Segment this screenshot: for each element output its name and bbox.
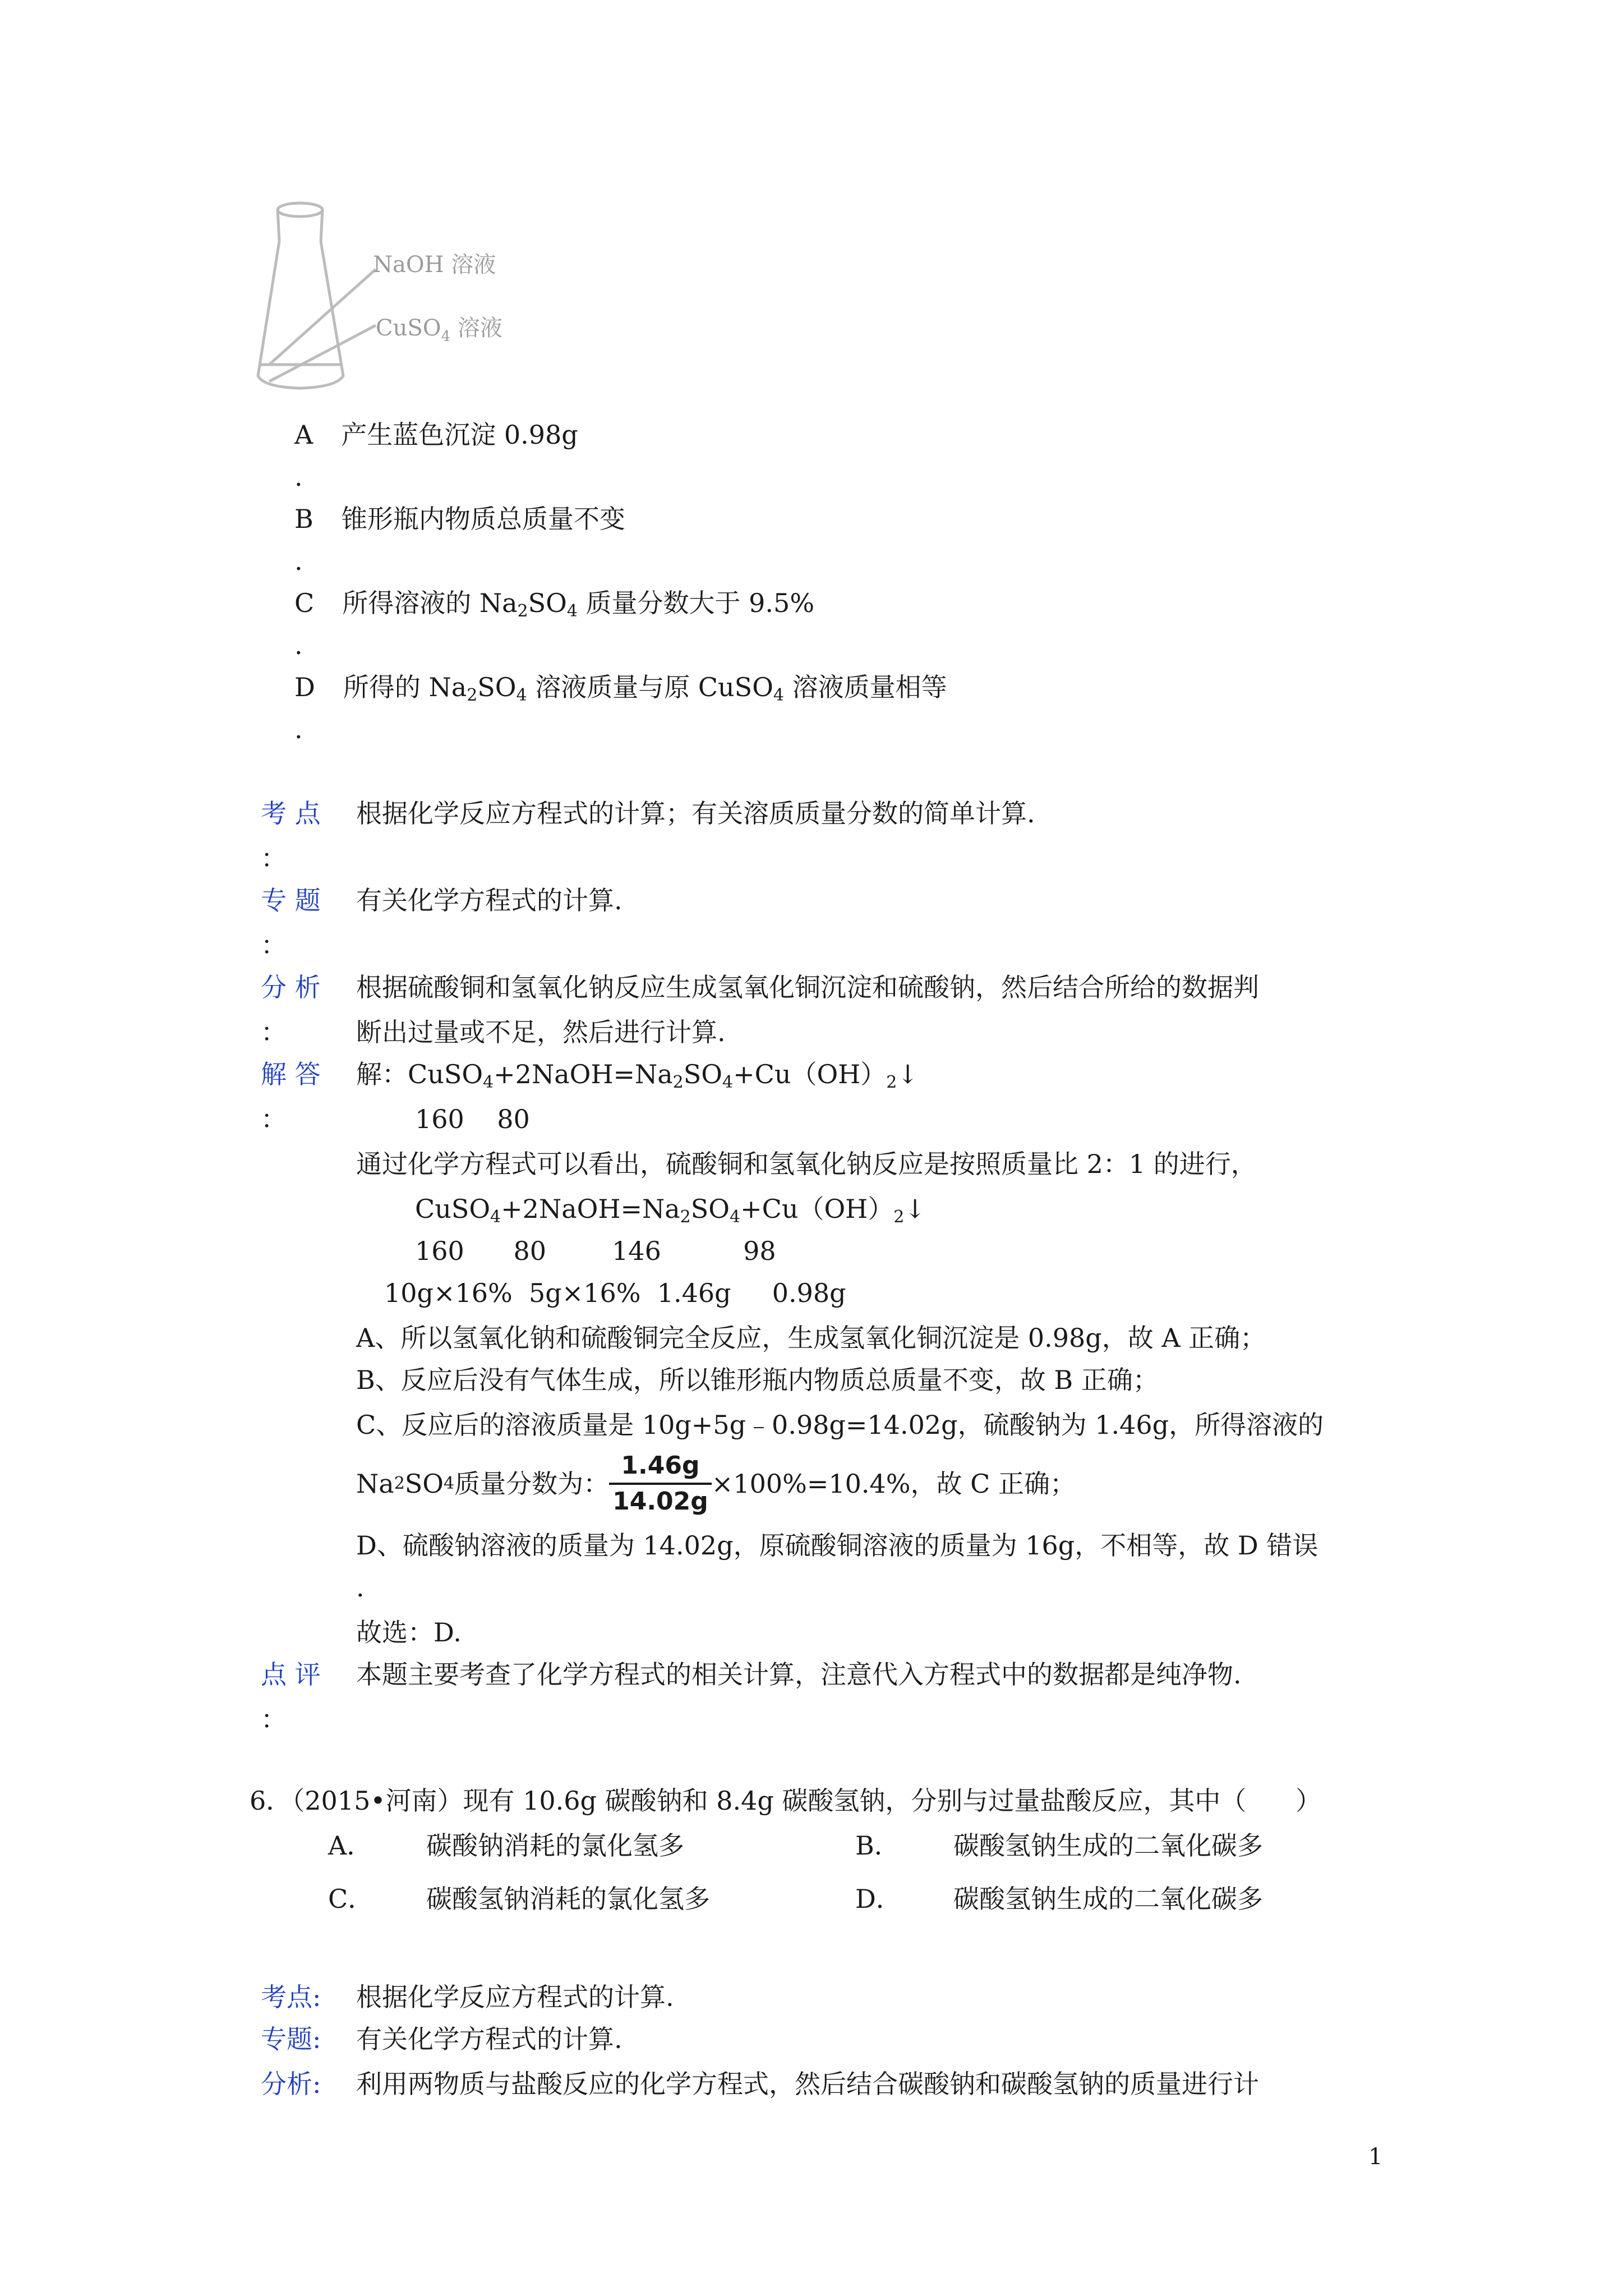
equation-2-masses: 160 80 146 98: [415, 1236, 776, 1266]
fraction: $\frac{1.46g}{14.02g}$: [609, 1451, 712, 1516]
line-d-dot: .: [356, 1572, 365, 1603]
option-dot: .: [294, 630, 303, 660]
q6-option-a-text: 碳酸钠消耗的氯化氢多: [426, 1830, 684, 1861]
option-c: C 所得溶液的 $Na_2SO_4$ 质量分数大于 9.5%: [294, 588, 815, 621]
option-dot: .: [294, 462, 303, 492]
q6-stem: 6．（2015•河南）现有 10.6g 碳酸钠和 8.4g 碳酸氢钠，分别与过量盐酸反应，其中（ ）: [250, 1786, 1322, 1816]
jieda-label: 解 答: [261, 1059, 321, 1089]
q6-option-b-letter: B．: [855, 1830, 900, 1861]
q6-option-d-letter: D．: [855, 1884, 902, 1914]
fenxi-line2: 断出过量或不足，然后进行计算.: [356, 1017, 726, 1047]
dianping-text: 本题主要考查了化学方程式的相关计算，注意代入方程式中的数据都是纯净物.: [356, 1659, 1242, 1690]
colon: ：: [261, 843, 287, 873]
q6-option-d-text: 碳酸氢钠生成的二氧化碳多: [953, 1884, 1263, 1914]
fenxi-line1: 根据硫酸铜和氢氧化钠反应生成氢氧化铜沉淀和硫酸钠，然后结合所给的数据判: [356, 972, 1259, 1002]
colon: ：: [261, 1704, 287, 1734]
q6-option-c-letter: C．: [328, 1884, 374, 1914]
q6-kaodian-label: 考点:: [261, 1982, 321, 2012]
line-c: C、反应后的溶液质量是 10g+5g﹣0.98g=14.02g，硫酸钠为 1.46g，所得溶液的: [356, 1410, 1324, 1440]
option-a: A 产生蓝色沉淀 0.98g: [294, 420, 578, 450]
q6-option-a-letter: A．: [328, 1830, 373, 1861]
line-a: A、所以氢氧化钠和硫酸铜完全反应，生成氢氧化铜沉淀是 0.98g，故 A 正确；: [356, 1323, 1266, 1353]
kaodian-label: 考 点: [261, 798, 321, 829]
flask-figure: [247, 196, 538, 409]
q6-fenxi-text: 利用两物质与盐酸反应的化学方程式，然后结合碳酸钠和碳酸氢钠的质量进行计: [356, 2069, 1259, 2099]
zhuanti-text: 有关化学方程式的计算.: [356, 885, 623, 915]
colon: ：: [261, 1017, 287, 1047]
q6-option-c-text: 碳酸氢钠消耗的氯化氢多: [426, 1884, 710, 1914]
colon: ：: [261, 1104, 287, 1134]
answer: 故选：D.: [356, 1617, 462, 1648]
dianping-label: 点 评: [261, 1659, 321, 1690]
line-b: B、反应后没有气体生成，所以锥形瓶内物质总质量不变，故 B 正确；: [356, 1365, 1159, 1395]
option-dot: .: [294, 714, 303, 744]
colon: ：: [261, 930, 287, 960]
equation-1-masses: 160 80: [415, 1104, 530, 1134]
kaodian-text: 根据化学反应方程式的计算；有关溶质质量分数的简单计算.: [356, 798, 1035, 829]
q6-fenxi-label: 分析:: [261, 2069, 321, 2099]
ratio-line: 通过化学方程式可以看出，硫酸铜和氢氧化钠反应是按照质量比 2：1 的进行，: [356, 1149, 1257, 1179]
q6-kaodian-text: 根据化学反应方程式的计算.: [356, 1982, 674, 2012]
line-c-fraction: Na 2 SO 4 质量分数为： $\frac{1.46g}{14.02g}$ ×100%=10.4%，故 C 正确；: [356, 1451, 1076, 1516]
equation-2: $CuSO_4+2NaOH=Na_2SO_4+Cu(OH)_2↓$: [415, 1194, 926, 1227]
q6-zhuanti-label: 专题:: [261, 2024, 321, 2054]
option-b: B 锥形瓶内物质总质量不变: [294, 504, 625, 534]
q6-option-b-text: 碳酸氢钠生成的二氧化碳多: [953, 1830, 1263, 1861]
equation-1: 解：$CuSO_4+2NaOH=Na_2SO_4+Cu(OH)_2↓$: [356, 1059, 919, 1092]
zhuanti-label: 专 题: [261, 885, 321, 915]
q6-zhuanti-text: 有关化学方程式的计算.: [356, 2024, 623, 2054]
line-d: D、硫酸钠溶液的质量为 14.02g，原硫酸铜溶液的质量为 16g，不相等，故 D 错误: [356, 1530, 1318, 1561]
cuso4-label: CuSO$_4$ 溶液: [376, 315, 502, 345]
equation-2-values: 10g×16% 5g×16% 1.46g 0.98g: [384, 1278, 846, 1308]
option-dot: .: [294, 546, 303, 576]
fenxi-label: 分 析: [261, 972, 321, 1002]
naoh-label: NaOH 溶液: [373, 252, 496, 278]
page-number: 1: [1368, 2144, 1383, 2170]
option-d: D 所得的 $Na_2SO_4$ 溶液质量与原 CuSO$_4$ 溶液质量相等: [294, 672, 947, 705]
